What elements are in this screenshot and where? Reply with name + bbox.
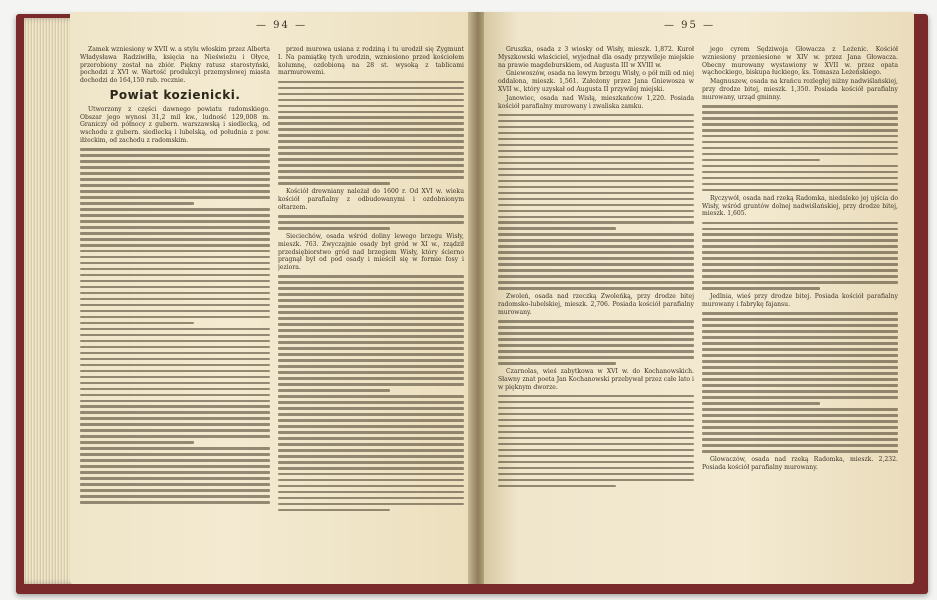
body-text-lines: [498, 320, 694, 364]
paragraph: Magnuszew, osada na krańcu rozległej niżny nadwiślańskiej, przy drodze bitej, mieszk. 1,350. Posiada kościół parafialny murowany, urząd gminny.: [702, 78, 898, 101]
body-text-lines: [702, 222, 898, 290]
left-page-column-1: [80, 46, 270, 574]
paragraph: Gruszka, osada z 3 wiosky od Wisły, mieszk. 1,872. Kuroł Myszkowski właściciel, wyjednał dla osady przywileje miejskie na prawie magdeburskiem, od Augusta III w XVIII w.: [498, 46, 694, 69]
paragraph: Kościół drewniany należał do 1600 r. Od XVI w. wieku kościół parafialny z odbudowanymi i ozdobnionym ołtarzem.: [278, 188, 464, 211]
paragraph: jego cyrem Sędziwoja Głowacza z Leżenic. Kościół wzniesiony przeniesione w XIV w. przez Jana Głowacza. Obecny murowany wystawiony w XVII w. przez opata wąchockiego, biskupa łuckiego, ks. Tomasza Leżeńskiego.: [702, 46, 898, 77]
body-text-lines: [702, 105, 898, 191]
paragraph: Czarnolas, wieś zabytkowa w XVI w. do Kochanowskich. Sławny znat poeta Jan Kochanowski przebywał przez całe lato i w pięknym dworze.: [498, 367, 694, 391]
page-number: — 94 —: [256, 20, 308, 31]
body-text-lines: [278, 275, 464, 511]
paragraph: Ryczywół, osada nad rzeką Radomka, niedaleko jej ujścia do Wisły, wśród gruntów dolnej nadwiślańskiej, przy drodze bitej, mieszk. 1,605.: [702, 194, 898, 218]
paragraph: Jedlnia, wieś przy drodze bitej. Posiada kościół parafialny murowany i fabrykę fajansu.: [702, 293, 898, 309]
section-heading: Powiat kozienicki.: [109, 87, 241, 102]
paragraph: Utworzony z części dawnego powiatu radomskiego. Obszar jego wynosi 31,2 mil kw., ludność 129,008 m. Graniczy od północy z gubern. warszawską i siedlecką, od wschodu z gubern. siedlecką i lubelską, od południa z pow. iłżeckim, od zachodu z radomskim.: [80, 105, 270, 144]
paragraph: Gniewoszów, osada na lewym brzegu Wisły, o pół mili od niej oddalona, mieszk. 1,561. Założony przez Jana Gniewosza w XVII w., który uzyskał od Augusta II przywilej miejski.: [498, 70, 694, 93]
body-text-lines: [278, 81, 464, 185]
body-text-lines: [498, 395, 694, 487]
body-text-lines: [80, 148, 270, 504]
paragraph: Glowaczów, osada nad rzeką Radomka, mieszk. 2,232. Posiada kościół parafialny murowany.: [702, 455, 898, 471]
left-page-column-2: [278, 46, 464, 574]
paragraph: Zamek wzniesiony w XVII w. a stylu włoskim przez Alberta Władysława Radziwiłła, księcia na Nieświeżu i Ołyce, przerobiony został na zbiór. Piękny ratusz starostyński, pochodzi z XVI w. Wartość produkcyi przemysłowej miasta dochodzi do 164,150 rub. rocznie.: [80, 46, 270, 85]
paragraph: Janowiec, osada nad Wisłą, mieszkańców 1,220. Posiada kościół parafialny murowany i zwaliska zamku.: [498, 94, 694, 110]
paragraph: Zwoleń, osada nad rzeczką Zwoleńką, przy drodze bitej radomsko-lubelskiej, mieszk. 2,706. Posiada kościół parafialny murowany.: [498, 293, 694, 316]
right-page-column-1: [498, 46, 694, 574]
body-text-lines: [278, 215, 464, 230]
page-number: — 95 —: [664, 20, 716, 31]
paragraph: przed murowa usiana z rodziną i tu urodził się Zygmunt I. Na pamiątkę tych urodzin, wzniesiono przed kościołem kolumnę, ozdobioną na 28 st. wysoką z tablicami marmurowemi.: [278, 46, 464, 77]
body-text-lines: [702, 312, 898, 452]
right-page-column-2: [702, 46, 898, 574]
body-text-lines: [498, 114, 694, 290]
left-page: [70, 12, 472, 584]
paragraph: Sieciechów, osada wśród doliny lewego brzegu Wisły, mieszk. 763. Zwyczajnie osady był gród w XI w., rządził przedsiębiorstwo gród nad brzegiem Wisły, który ścierno pragnął był od pod osady i mieścił się w formie fosy i jeziora.: [278, 233, 464, 272]
right-page: [484, 12, 914, 584]
